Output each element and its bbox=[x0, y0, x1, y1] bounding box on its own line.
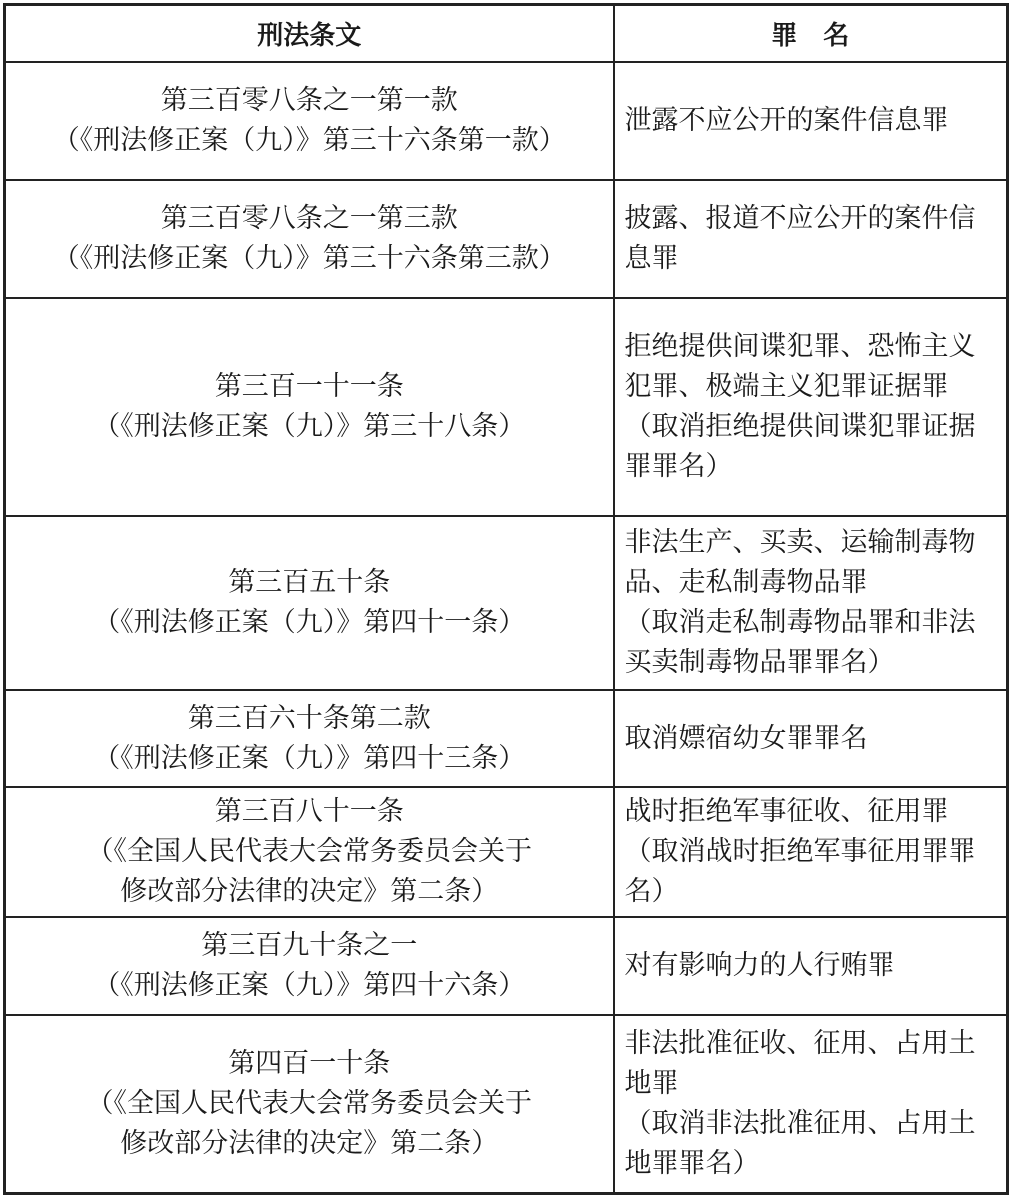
article-cell bbox=[5, 917, 614, 1015]
crime-text: 取消嫖宿幼女罪罪名 bbox=[624, 722, 868, 754]
article-cell bbox=[5, 298, 614, 516]
table-row bbox=[5, 62, 1008, 180]
crime-text: 对有影响力的人行贿罪 bbox=[624, 950, 895, 981]
crime-note: （取消战时拒绝军事征用罪罪名） bbox=[624, 836, 976, 907]
header-article: 刑法条文 bbox=[5, 5, 614, 63]
article-line: 第三百零八条之一第三款 bbox=[160, 203, 458, 234]
table-row bbox=[5, 690, 1008, 787]
article-cell bbox=[5, 787, 614, 917]
crime-text: 拒绝提供间谍犯罪、恐怖主义犯罪、极端主义犯罪证据罪 bbox=[624, 331, 976, 402]
article-line: 第三百零八条之一第一款 bbox=[160, 85, 458, 116]
article-line: 第三百六十条第二款 bbox=[187, 702, 431, 734]
article-line: （《全国人民代表大会常务委员会关于 bbox=[86, 1087, 532, 1119]
crime-text: 披露、报道不应公开的案件信息罪 bbox=[624, 203, 976, 274]
crime-note: （取消拒绝提供间谍犯罪证据罪罪名） bbox=[624, 411, 976, 482]
crime-cell bbox=[614, 516, 1008, 690]
article-cell bbox=[5, 1015, 614, 1193]
crime-cell bbox=[614, 180, 1008, 298]
table-row bbox=[5, 787, 1008, 917]
article-line: （《刑法修正案（九）》第三十六条第三款） bbox=[52, 243, 566, 274]
article-cell bbox=[5, 690, 614, 787]
table-row bbox=[5, 180, 1008, 298]
article-line: （《全国人民代表大会常务委员会关于 bbox=[86, 836, 532, 867]
crime-text: 战时拒绝军事征收、征用罪 bbox=[624, 796, 949, 827]
header-crime: 罪 名 bbox=[614, 5, 1008, 63]
crime-cell bbox=[614, 917, 1008, 1015]
article-line: 修改部分法律的决定》第二条） bbox=[120, 1127, 499, 1159]
article-line: （《刑法修正案（九）》第三十八条） bbox=[93, 411, 526, 442]
article-cell bbox=[5, 180, 614, 298]
law-crime-table bbox=[3, 3, 1009, 1195]
crime-note: （取消走私制毒物品罪和非法买卖制毒物品罪罪名） bbox=[624, 607, 976, 678]
article-line: 第四百一十条 bbox=[228, 1047, 391, 1079]
table-row bbox=[5, 917, 1008, 1015]
article-cell bbox=[5, 62, 614, 180]
crime-cell bbox=[614, 1015, 1008, 1193]
header-row bbox=[5, 5, 1008, 63]
crime-text: 非法批准征收、征用、占用土地罪 bbox=[624, 1027, 976, 1099]
crime-cell bbox=[614, 690, 1008, 787]
article-line: 第三百五十条 bbox=[228, 567, 391, 598]
crime-cell bbox=[614, 787, 1008, 917]
article-line: （《刑法修正案（九）》第四十六条） bbox=[93, 970, 526, 1001]
article-cell bbox=[5, 516, 614, 690]
crime-cell bbox=[614, 62, 1008, 180]
table-row bbox=[5, 516, 1008, 690]
crime-cell bbox=[614, 298, 1008, 516]
table-row bbox=[5, 298, 1008, 516]
crime-note: （取消非法批准征用、占用土地罪罪名） bbox=[624, 1107, 976, 1179]
crime-text: 泄露不应公开的案件信息罪 bbox=[624, 105, 949, 136]
article-line: 第三百八十一条 bbox=[214, 796, 404, 827]
article-line: 第三百九十条之一 bbox=[201, 930, 418, 961]
article-line: （《刑法修正案（九）》第四十一条） bbox=[93, 607, 526, 638]
crime-text: 非法生产、买卖、运输制毒物品、走私制毒物品罪 bbox=[624, 527, 976, 598]
table-row bbox=[5, 1015, 1008, 1193]
article-line: （《刑法修正案（九）》第三十六条第一款） bbox=[52, 125, 566, 156]
article-line: 第三百一十一条 bbox=[214, 371, 404, 402]
article-line: （《刑法修正案（九）》第四十三条） bbox=[93, 742, 526, 774]
article-line: 修改部分法律的决定》第二条） bbox=[120, 876, 499, 907]
